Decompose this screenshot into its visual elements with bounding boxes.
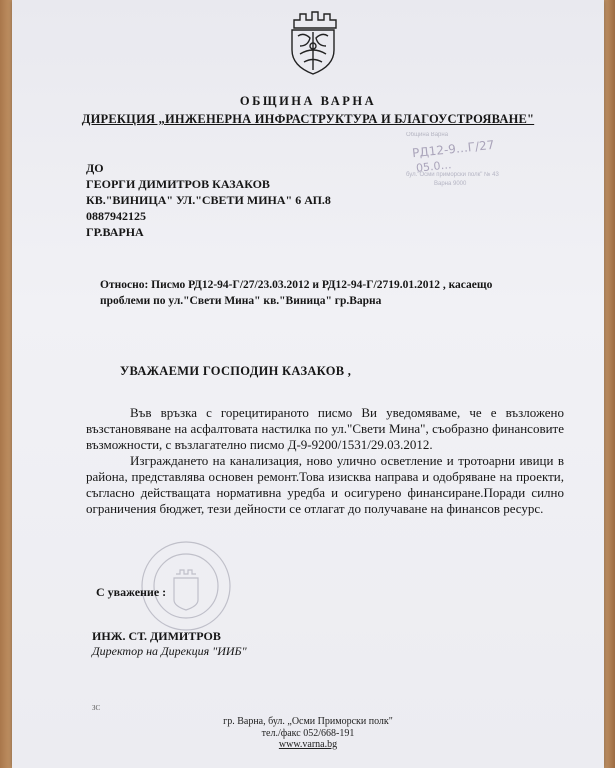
registration-date: 05.0… [415,158,453,175]
recipient-address: КВ."ВИНИЦА" УЛ."СВЕТИ МИНА" 6 АП.8 [86,193,331,207]
greeting: УВАЖАЕМИ ГОСПОДИН КАЗАКОВ , [120,364,352,378]
stamp-line-3: Варна 9000 [434,181,467,187]
signatory-name: ИНЖ. СТ. ДИМИТРОВ [92,629,221,643]
recipient-to: ДО [86,161,104,175]
stamp-line-1: Община Варна [406,132,449,138]
varna-coat-of-arms-icon [286,6,340,76]
org-name: ОБЩИНА ВАРНА [239,94,377,108]
registration-number: РД12-9…Г/27 [411,137,495,161]
body-paragraph-2: Изграждането на канализация, ново улично осветление и тротоарни ивици в района, представлява основен ремонт.Това изисква направа и одобряване на проекти, съгласно действащата нормативна уредба и осигурено финансиране.Поради силно ограничения бюджет, тези дейности се отлагат до получаване на финансов ресурс. [86,453,564,516]
stamp-line-2: бул."Осми приморски полк" № 43 [406,172,499,178]
recipient-block [86,160,331,240]
subject-line-2: проблеми по ул."Свети Мина" кв."Виница" гр.Варна [100,295,382,307]
recipient-city: ГР.ВАРНА [86,225,144,239]
background-wood-right [603,0,615,768]
body-paragraph-1: Във връзка с горецитираното писмо Ви уведомяваме, че е възложено възстановяване на асфалтовата настилка по ул."Свети Мина", съобразно финансовите възможности, с възлагателно писмо Д-9-9200/1531/29.03.2012. [86,405,564,452]
footer-address: гр. Варна, бул. „Осми Приморски полк" [223,716,393,727]
letter-page [12,0,604,768]
closing-regards: С уважение : [96,585,167,599]
subject-block [100,277,550,309]
recipient-phone: 0887942125 [86,209,146,223]
author-initials: ЗС [92,704,101,712]
subject-line-1: Относно: Писмо РД12-94-Г/27/23.03.2012 и РД12-94-Г/2719.01.2012 , касаещо [100,279,493,291]
footer [12,716,604,751]
signatory-title: Директор на Дирекция "ИИБ" [92,644,247,658]
department-name: ДИРЕКЦИЯ „ИНЖЕНЕРНА ИНФРАСТРУКТУРА И БЛАГОУСТРОЯВАНЕ" [81,112,535,126]
footer-website-link[interactable]: www.varna.bg [278,739,338,750]
registration-stamp [394,130,544,190]
letter-body [86,405,564,517]
footer-phone: тел./факс 052/668-191 [261,727,355,739]
recipient-name: ГЕОРГИ ДИМИТРОВ КАЗАКОВ [86,177,270,191]
